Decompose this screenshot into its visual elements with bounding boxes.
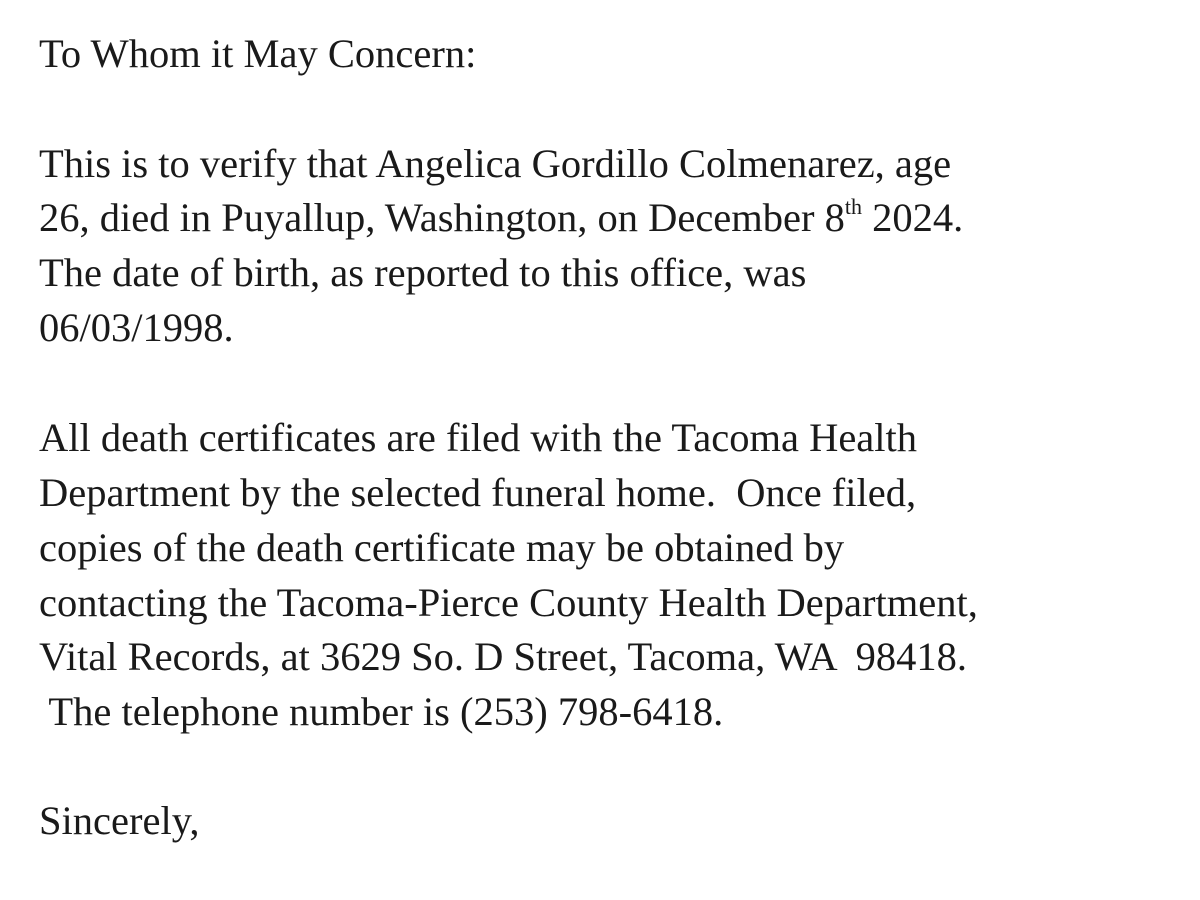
paragraph2-line4: contacting the Tacoma-Pierce County Health Department,	[39, 580, 978, 625]
closing: Sincerely,	[39, 798, 200, 843]
paragraph1-line3: The date of birth, as reported to this office, was	[39, 250, 807, 295]
paragraph1-line1: This is to verify that Angelica Gordillo Colmenarez, age	[39, 141, 952, 186]
paragraph1-line2	[39, 194, 964, 240]
paragraph2-line1: All death certificates are filed with the Tacoma Health	[39, 415, 918, 460]
paragraph2-line3: copies of the death certificate may be obtained by	[39, 525, 845, 570]
death-year-text: 2024.	[862, 195, 964, 240]
paragraph2-line5: Vital Records, at 3629 So. D Street, Tacoma, WA 98418.	[39, 634, 967, 679]
salutation: To Whom it May Concern:	[39, 31, 477, 76]
paragraph2-line6: The telephone number is (253) 798-6418.	[39, 689, 724, 734]
death-date-text: 26, died in Puyallup, Washington, on December 8	[39, 195, 845, 240]
date-ordinal-suffix: th	[844, 194, 862, 219]
paragraph2-line2: Department by the selected funeral home. Once filed,	[39, 470, 917, 515]
paragraph1-line4: 06/03/1998.	[39, 305, 234, 350]
